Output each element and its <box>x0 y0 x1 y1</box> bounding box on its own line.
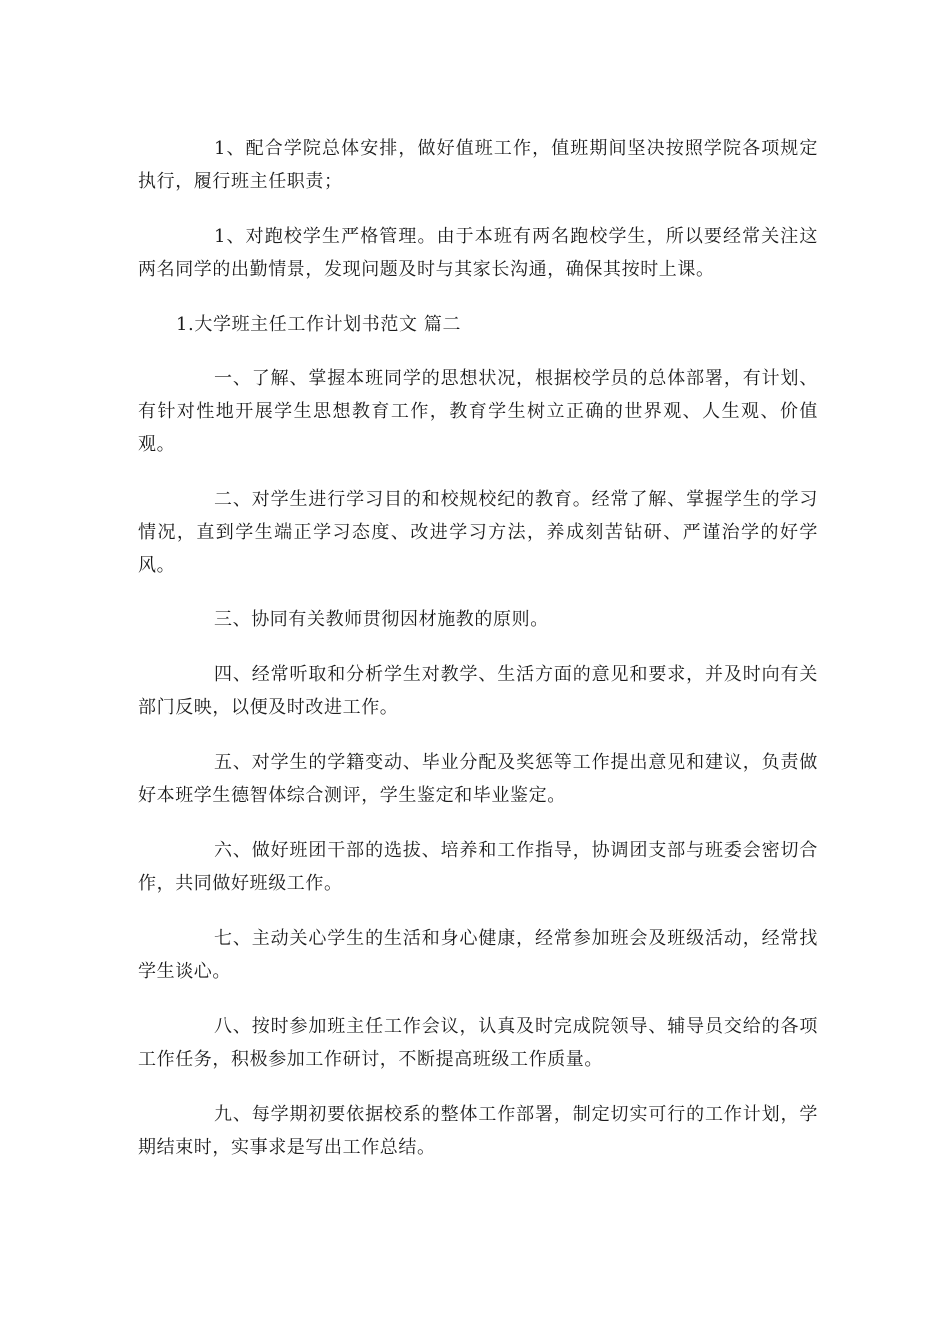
paragraph-item-3: 三、协同有关教师贯彻因材施教的原则。 <box>214 609 549 630</box>
paragraph-item-8: 八、按时参加班主任工作会议，认真及时完成院领导、辅导员交给的各项工作任务，积极参加工作研讨，不断提高班级工作质量。 <box>138 1016 818 1070</box>
paragraph-item-9: 九、每学期初要依据校系的整体工作部署，制定切实可行的工作计划，学期结束时，实事求是写出工作总结。 <box>138 1104 818 1158</box>
paragraph-commuter-students: 1、对跑校学生严格管理。由于本班有两名跑校学生，所以要经常关注这两名同学的出勤情景，发现问题及时与其家长沟通，确保其按时上课。 <box>138 226 818 280</box>
paragraph-item-1: 一、了解、掌握本班同学的思想状况，根据校学员的总体部署，有计划、有针对性地开展学生思想教育工作，教育学生树立正确的世界观、人生观、价值观。 <box>138 368 818 455</box>
section-heading: 1.大学班主任工作计划书范文 篇二 <box>176 314 462 335</box>
paragraph-item-6: 六、做好班团干部的选拔、培养和工作指导，协调团支部与班委会密切合作，共同做好班级工作。 <box>138 840 818 894</box>
paragraph-item-7: 七、主动关心学生的生活和身心健康，经常参加班会及班级活动，经常找学生谈心。 <box>138 928 818 982</box>
paragraph-duty-schedule: 1、配合学院总体安排，做好值班工作，值班期间坚决按照学院各项规定执行，履行班主任职责； <box>138 138 818 192</box>
paragraph-item-2: 二、对学生进行学习目的和校规校纪的教育。经常了解、掌握学生的学习情况，直到学生端正学习态度、改进学习方法，养成刻苦钻研、严谨治学的好学风。 <box>138 489 818 576</box>
paragraph-item-5: 五、对学生的学籍变动、毕业分配及奖惩等工作提出意见和建议，负责做好本班学生德智体综合测评，学生鉴定和毕业鉴定。 <box>138 752 818 806</box>
paragraph-item-4: 四、经常听取和分析学生对教学、生活方面的意见和要求，并及时向有关部门反映，以便及时改进工作。 <box>138 664 818 718</box>
